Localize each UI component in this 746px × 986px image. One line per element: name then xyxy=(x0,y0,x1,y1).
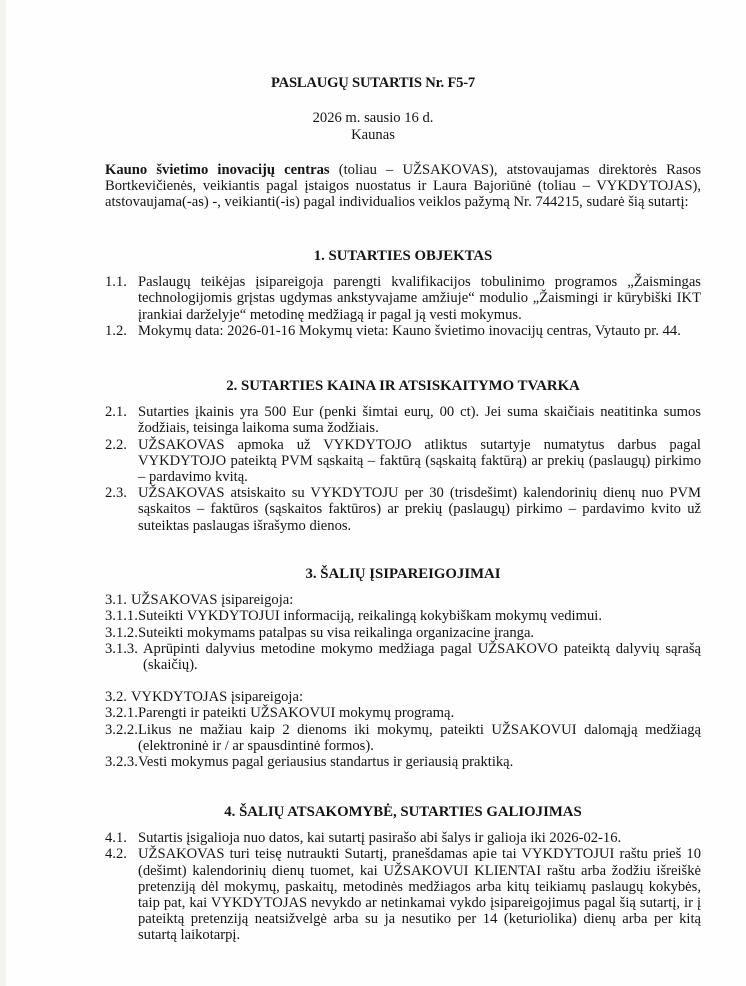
clause-3-1-2 xyxy=(105,625,701,641)
clause-2-2 xyxy=(105,437,701,486)
clause-number: 2.1. xyxy=(105,404,127,421)
clause-4-2 xyxy=(105,846,701,943)
clause-number: 2.3. xyxy=(105,485,127,502)
clause-text: UŽSAKOVAS turi teisę nutraukti Sutartį, pranešdamas apie tai VYKDYTOJUI raštu prieš 10 (dešimt) kalendorinių dienų tuomet, kai UŽSAKOVUI KLIENTAI raštu arba žodžiu išreiškė pretenziją dėl mokymų, paskaitų, metodinės medžiagos arba kitų teikiamų paslaugų kokybės, taip pat, kai VYKDYTOJAS nevykdo ar netinkamai vykdo įsipareigojimus pagal šią sutartį, ir į pateiktą pretenziją neatsižvelgė arba su ja nesutiko per 14 (keturiolika) dienų arba per kitą sutartą laikotarpį. xyxy=(138,846,701,944)
clause-number: 3.2.1. xyxy=(105,705,138,722)
clause-text: Parengti ir pateikti UŽSAKOVUI mokymų programą. xyxy=(138,705,455,722)
clause-text: Aprūpinti dalyvius metodine mokymo medžiaga pagal UŽSAKOVO pateiktą dalyvių sąrašą (skaičių). xyxy=(143,640,701,674)
clause-4-1 xyxy=(105,830,701,846)
clause-1-1 xyxy=(105,274,701,323)
section-3 xyxy=(105,566,701,770)
clause-text: Likus ne mažiau kaip 2 dienoms iki mokymų, pateikti UŽSAKOVUI dalomąją medžiagą (elektroninė ir / ar spausdintinė formos). xyxy=(138,721,701,754)
spacer xyxy=(105,673,701,689)
clause-3-2-2 xyxy=(105,722,701,754)
clause-3-1-1 xyxy=(105,608,701,624)
clause-text: UŽSAKOVAS apmoka už VYKDYTOJO atliktus sutartyje numatytus darbus pagal VYKDYTOJO pateiktą PVM sąskaitą – faktūrą (sąskaitą faktūrą) ar prekių (paslaugų) pirkimo – pardavimo kvitą. xyxy=(138,436,701,486)
clause-number: 3.2.3. xyxy=(105,754,138,771)
clause-text: UŽSAKOVAS įsipareigoja: xyxy=(131,592,294,609)
document-city: Kaunas xyxy=(351,127,395,143)
section-2 xyxy=(105,378,701,534)
clause-number: 1.1. xyxy=(105,274,127,291)
clause-text: VYKDYTOJAS įsipareigoja: xyxy=(131,689,304,706)
intro-party-name: Kauno švietimo inovacijų centras xyxy=(105,162,330,178)
clause-3-2-3 xyxy=(105,754,701,770)
clause-number: 4.2. xyxy=(105,846,127,863)
clause-number: 3.2. xyxy=(105,689,127,706)
document-title: PASLAUGŲ SUTARTIS Nr. F5-7 xyxy=(270,75,476,91)
clause-text: Vesti mokymus pagal geriausius standartus ir geriausią praktiką. xyxy=(138,754,514,771)
clause-number: 3.1.1. xyxy=(105,608,138,625)
clause-3-1 xyxy=(105,592,701,608)
clause-2-3 xyxy=(105,485,701,534)
clause-text: Suteikti mokymams patalpas su visa reikalinga organizacine įranga. xyxy=(138,624,535,641)
section-heading: 1. SUTARTIES OBJEKTAS xyxy=(313,248,493,264)
section-4 xyxy=(105,804,701,944)
section-heading: 3. ŠALIŲ ĮSIPAREIGOJIMAI xyxy=(305,566,501,582)
intro-text: (toliau – UŽSAKOVAS), atstovaujamas direktorės Rasos Bortkevičienės, veikiantis pagal įstaigos nuostatus ir Laura Bajoriūnė (toliau – VYKDYTOJAS), atstovaujama(-as) -, veikianti(-is) pagal individualios veiklos pažymą Nr. 744215, sudarė šią sutartį: xyxy=(105,162,701,211)
clause-text: Sutarties įkainis yra 500 Eur (penki šimtai eurų, 00 ct). Jei suma skaičiais neatitinka sumos žodžiais, teisinga laikoma suma žodžiais. xyxy=(138,404,701,437)
clause-1-2 xyxy=(105,323,701,339)
clause-text: Sutartis įsigalioja nuo datos, kai sutartį pasirašo abi šalys ir galioja iki 2026-02-16. xyxy=(138,830,622,847)
clause-3-1-3 xyxy=(105,641,701,673)
section-heading: 4. ŠALIŲ ATSAKOMYBĖ, SUTARTIES GALIOJIMAS xyxy=(224,804,582,820)
section-1 xyxy=(105,248,701,339)
section-heading: 2. SUTARTIES KAINA IR ATSISKAITYMO TVARKA xyxy=(226,378,580,394)
clause-2-1 xyxy=(105,404,701,436)
clause-3-2 xyxy=(105,689,701,705)
clause-text: UŽSAKOVAS atsiskaito su VYKDYTOJU per 30 (trisdešimt) kalendorinių dienų nuo PVM sąskaitos – faktūros (sąskaitos faktūros) ar prekių (paslaugų) pirkimo – pardavimo kvito už suteiktas paslaugas išrašymo dienos. xyxy=(138,485,701,534)
clause-number: 3.1.3. xyxy=(105,640,138,657)
clause-number: 3.2.2. xyxy=(105,721,138,738)
clause-number: 1.2. xyxy=(105,322,127,339)
clause-number: 3.1.2. xyxy=(105,624,138,641)
intro-paragraph xyxy=(105,162,701,211)
clause-3-2-1 xyxy=(105,705,701,721)
clause-text: Paslaugų teikėjas įsipareigoja parengti kvalifikacijos tobulinimo programos „Žaismingas technologijomis grįstas ugdymas ankstyvajame amžiuje“ modulio „Žaismingi ir kūrybiški IKT įrankiai darželyje“ metodinę medžiagą ir pagal ją vesti mokymus. xyxy=(138,274,701,323)
clause-text: Mokymų data: 2026-01-16 Mokymų vieta: Kauno švietimo inovacijų centras, Vytauto pr. 44. xyxy=(138,322,681,339)
document-date: 2026 m. sausio 16 d. xyxy=(312,110,434,126)
clause-number: 4.1. xyxy=(105,830,127,847)
clause-number: 2.2. xyxy=(105,436,127,453)
clause-number: 3.1. xyxy=(105,592,127,609)
clause-text: Suteikti VYKDYTOJUI informaciją, reikalingą kokybiškam mokymų vedimui. xyxy=(138,608,602,625)
